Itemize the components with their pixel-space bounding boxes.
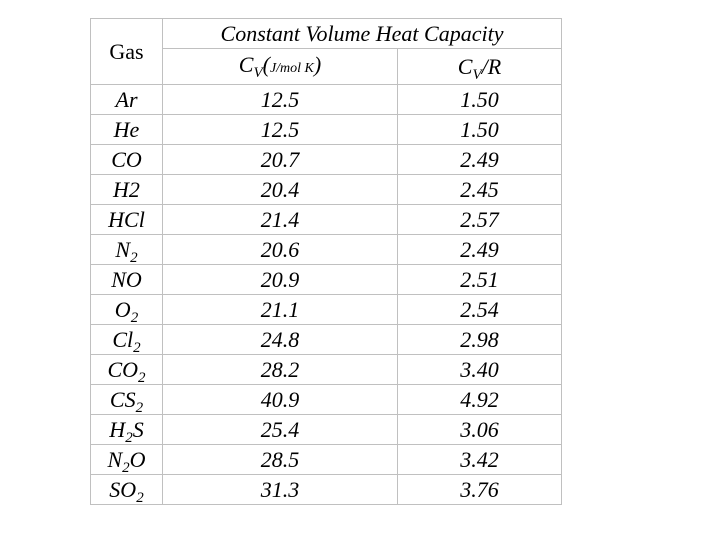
cv-over-r-cell: 2.57: [398, 205, 562, 235]
cv-over-r-cell: 3.76: [398, 475, 562, 505]
cv-over-r-cell: 2.49: [398, 235, 562, 265]
gas-cell: Ar: [91, 85, 163, 115]
cv-over-r-cell: 3.06: [398, 415, 562, 445]
table-row: [91, 355, 562, 385]
cv-cell: 20.4: [163, 175, 398, 205]
cv-over-r-cell: 4.92: [398, 385, 562, 415]
cv-over-r-cell: 2.98: [398, 325, 562, 355]
table-row: [91, 325, 562, 355]
gas-cell: $N_2O$: [91, 445, 163, 475]
cv-cell: 20.9: [163, 265, 398, 295]
cv-cell: 20.7: [163, 145, 398, 175]
cv-cell: 21.4: [163, 205, 398, 235]
gas-cell: HCl: [91, 205, 163, 235]
gas-cell: $O_2$: [91, 295, 163, 325]
cv-cell: 24.8: [163, 325, 398, 355]
cv-column-header: $C_V(J$/mol K): [163, 49, 398, 85]
table-row: [91, 265, 562, 295]
table-row: [91, 175, 562, 205]
table-row: [91, 475, 562, 505]
cv-over-r-cell: 2.45: [398, 175, 562, 205]
gas-cell: $N_2$: [91, 235, 163, 265]
table-row: [91, 145, 562, 175]
cv-over-r-column-header: $C_V/R$: [398, 49, 562, 85]
gas-header: Gas: [91, 19, 163, 85]
gas-cell: H2: [91, 175, 163, 205]
gas-cell: $Cl_2$: [91, 325, 163, 355]
cv-cell: 20.6: [163, 235, 398, 265]
table-row: [91, 445, 562, 475]
gas-cell: $H_2S$: [91, 415, 163, 445]
table-caption: Constant Volume Heat Capacity: [163, 19, 562, 49]
table-row: [91, 385, 562, 415]
cv-cell: 21.1: [163, 295, 398, 325]
cv-over-r-cell: 1.50: [398, 115, 562, 145]
table-row: [91, 115, 562, 145]
table-row: [91, 235, 562, 265]
cv-cell: 31.3: [163, 475, 398, 505]
gas-cell: $CO_2$: [91, 355, 163, 385]
table-row: [91, 85, 562, 115]
cv-over-r-cell: 2.54: [398, 295, 562, 325]
cv-cell: 28.5: [163, 445, 398, 475]
gas-cell: He: [91, 115, 163, 145]
heat-capacity-table: [90, 18, 562, 505]
gas-cell: CO: [91, 145, 163, 175]
cv-cell: 25.4: [163, 415, 398, 445]
cv-cell: 12.5: [163, 85, 398, 115]
table-row: [91, 205, 562, 235]
cv-over-r-cell: 3.42: [398, 445, 562, 475]
gas-cell: $CS_2$: [91, 385, 163, 415]
cv-cell: 28.2: [163, 355, 398, 385]
table-row: [91, 415, 562, 445]
cv-over-r-cell: 1.50: [398, 85, 562, 115]
cv-cell: 40.9: [163, 385, 398, 415]
table-row: [91, 295, 562, 325]
cv-cell: 12.5: [163, 115, 398, 145]
cv-over-r-cell: 3.40: [398, 355, 562, 385]
gas-cell: $SO_2$: [91, 475, 163, 505]
cv-over-r-cell: 2.49: [398, 145, 562, 175]
gas-cell: NO: [91, 265, 163, 295]
cv-over-r-cell: 2.51: [398, 265, 562, 295]
